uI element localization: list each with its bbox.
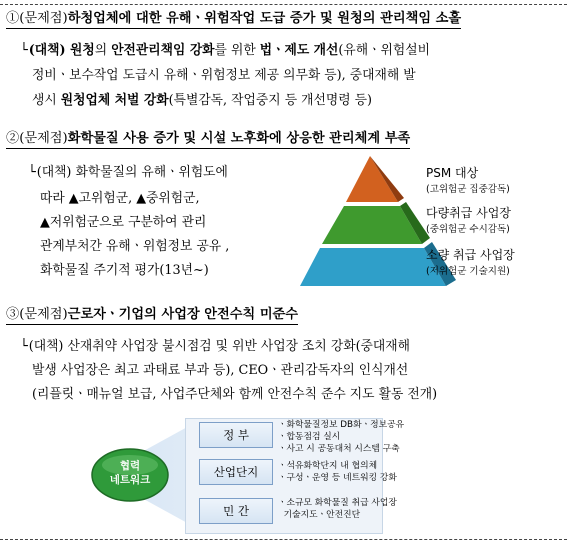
section1-line-2 — [32, 67, 416, 84]
pyramid-label-sub: (중위험군 수시감독) — [426, 224, 510, 235]
text-span: (유해ㆍ위험설비 — [338, 43, 430, 58]
group-item: ㆍ사고 시 공동대처 시스템 구축 — [278, 444, 400, 454]
section2-line-4 — [40, 238, 229, 255]
section3-line-2 — [32, 362, 408, 379]
pyramid-label-title: 소량 취급 사업장 — [426, 248, 515, 262]
group-item: ㆍ합동점검 실시 — [278, 432, 341, 442]
text-span: (리플릿ㆍ매뉴얼 보급, 사업주단체와 함께 안전수칙 준수 지도 활동 전개) — [32, 387, 438, 402]
section1-tag: (문제점) — [19, 11, 68, 26]
pyramid-label-sub: (고위험군 집중감독) — [426, 184, 510, 195]
corner-bullet-icon: └ — [28, 165, 36, 180]
section1-number: ① — [6, 11, 20, 26]
pyramid-tier-low — [300, 248, 446, 286]
pyramid-label-low — [426, 246, 515, 277]
text-span: (특별감독, 작업중지 등 개선명령 등) — [168, 93, 372, 108]
group-item: ㆍ화학물질정보 DB화ㆍ정보공유 — [278, 420, 405, 430]
emph-punishment: 원청업체 처벌 강화 — [60, 93, 169, 108]
measure-label: (대책) — [28, 43, 71, 58]
group-item: ㆍ소규모 화학물질 취급 사업장 — [278, 498, 397, 508]
group-label: 산업단지 — [213, 465, 259, 479]
network-center-label — [92, 459, 168, 487]
section2-line-1 — [28, 164, 228, 181]
section3-title — [6, 306, 298, 325]
center-label-line: 네트워크 — [109, 474, 151, 486]
section2-line-3 — [40, 214, 206, 231]
section2-title — [6, 130, 410, 149]
section3-number: ③ — [6, 307, 20, 322]
section3-line-1 — [20, 338, 410, 355]
text-span: 화학물질 주기적 평가(13년~) — [40, 263, 209, 278]
group-item: 기술지도ㆍ안전진단 — [278, 510, 361, 520]
section1-line-1 — [20, 42, 430, 59]
text-span: (대책) 화학물질의 유해ㆍ위험도에 — [36, 165, 228, 180]
text-span: 정비ㆍ보수작업 도급시 유해ㆍ위험정보 제공 의무화 등), 중대재해 발 — [32, 68, 416, 83]
pyramid-label-sub: (저위험군 기술지원) — [426, 266, 510, 277]
section3-line-3 — [32, 386, 437, 403]
pyramid-tier-high — [346, 156, 398, 202]
network-group-government — [199, 422, 273, 448]
section1-title-text: 하청업체에 대한 유해ㆍ위험작업 도급 증가 및 원청의 관리책임 소홀 — [67, 11, 462, 26]
group-item: ㆍ석유화학단지 내 협의체 — [278, 461, 378, 471]
section1-line-3 — [32, 92, 372, 109]
network-group-government-items — [278, 419, 404, 455]
network-group-private — [199, 498, 273, 524]
pyramid-label-title: PSM 대상 — [426, 166, 479, 180]
network-group-industrial-items — [278, 460, 397, 484]
section3-tag: (문제점) — [19, 307, 68, 322]
emph-law-improvement: 법ㆍ제도 개선 — [259, 43, 339, 58]
section2-number: ② — [6, 131, 20, 146]
center-label-line: 협력 — [119, 460, 141, 472]
corner-bullet-icon: └ — [20, 339, 28, 354]
bottom-divider — [0, 539, 567, 540]
network-group-private-items — [278, 497, 397, 521]
corner-bullet-icon: └ — [20, 43, 28, 58]
emph-prime-contractor: 원청 — [70, 43, 95, 58]
pyramid-label-mid — [426, 204, 511, 235]
section3-title-text: 근로자ㆍ기업의 사업장 안전수칙 미준수 — [67, 307, 299, 322]
pyramid-label-title: 다량취급 사업장 — [426, 206, 511, 220]
section2-line-2 — [40, 190, 200, 207]
text-span: 생시 — [32, 93, 61, 108]
pyramid-label-high — [426, 164, 510, 195]
text-span: 관계부처간 유해ㆍ위험정보 공유 , — [40, 239, 230, 254]
group-label: 민 간 — [223, 504, 249, 518]
section2-title-text: 화학물질 사용 증가 및 시설 노후화에 상응한 관리체계 부족 — [67, 131, 411, 146]
text-span: 를 위한 — [214, 43, 260, 58]
text-span: (대책) 산재취약 사업장 불시점검 및 위반 사업장 조치 강화(중대재해 — [28, 339, 411, 354]
section2-line-5 — [40, 262, 209, 279]
emph-safety-responsibility: 안전관리책임 강화 — [111, 43, 215, 58]
section1-title — [6, 10, 461, 29]
section2-tag: (문제점) — [19, 131, 68, 146]
network-group-industrial — [199, 459, 273, 485]
text-span: 발생 사업장은 최고 과태료 부과 등), CEOㆍ관리감독자의 인식개선 — [32, 363, 409, 378]
group-label: 정 부 — [223, 428, 249, 442]
top-divider — [0, 4, 567, 5]
text-span: 따라 ▲고위험군, ▲중위험군, — [40, 191, 200, 206]
text-span: ▲저위험군으로 구분하여 관리 — [40, 215, 207, 230]
text-span: 의 — [94, 43, 112, 58]
group-item: ㆍ구성ㆍ운영 등 네트워킹 강화 — [278, 473, 397, 483]
